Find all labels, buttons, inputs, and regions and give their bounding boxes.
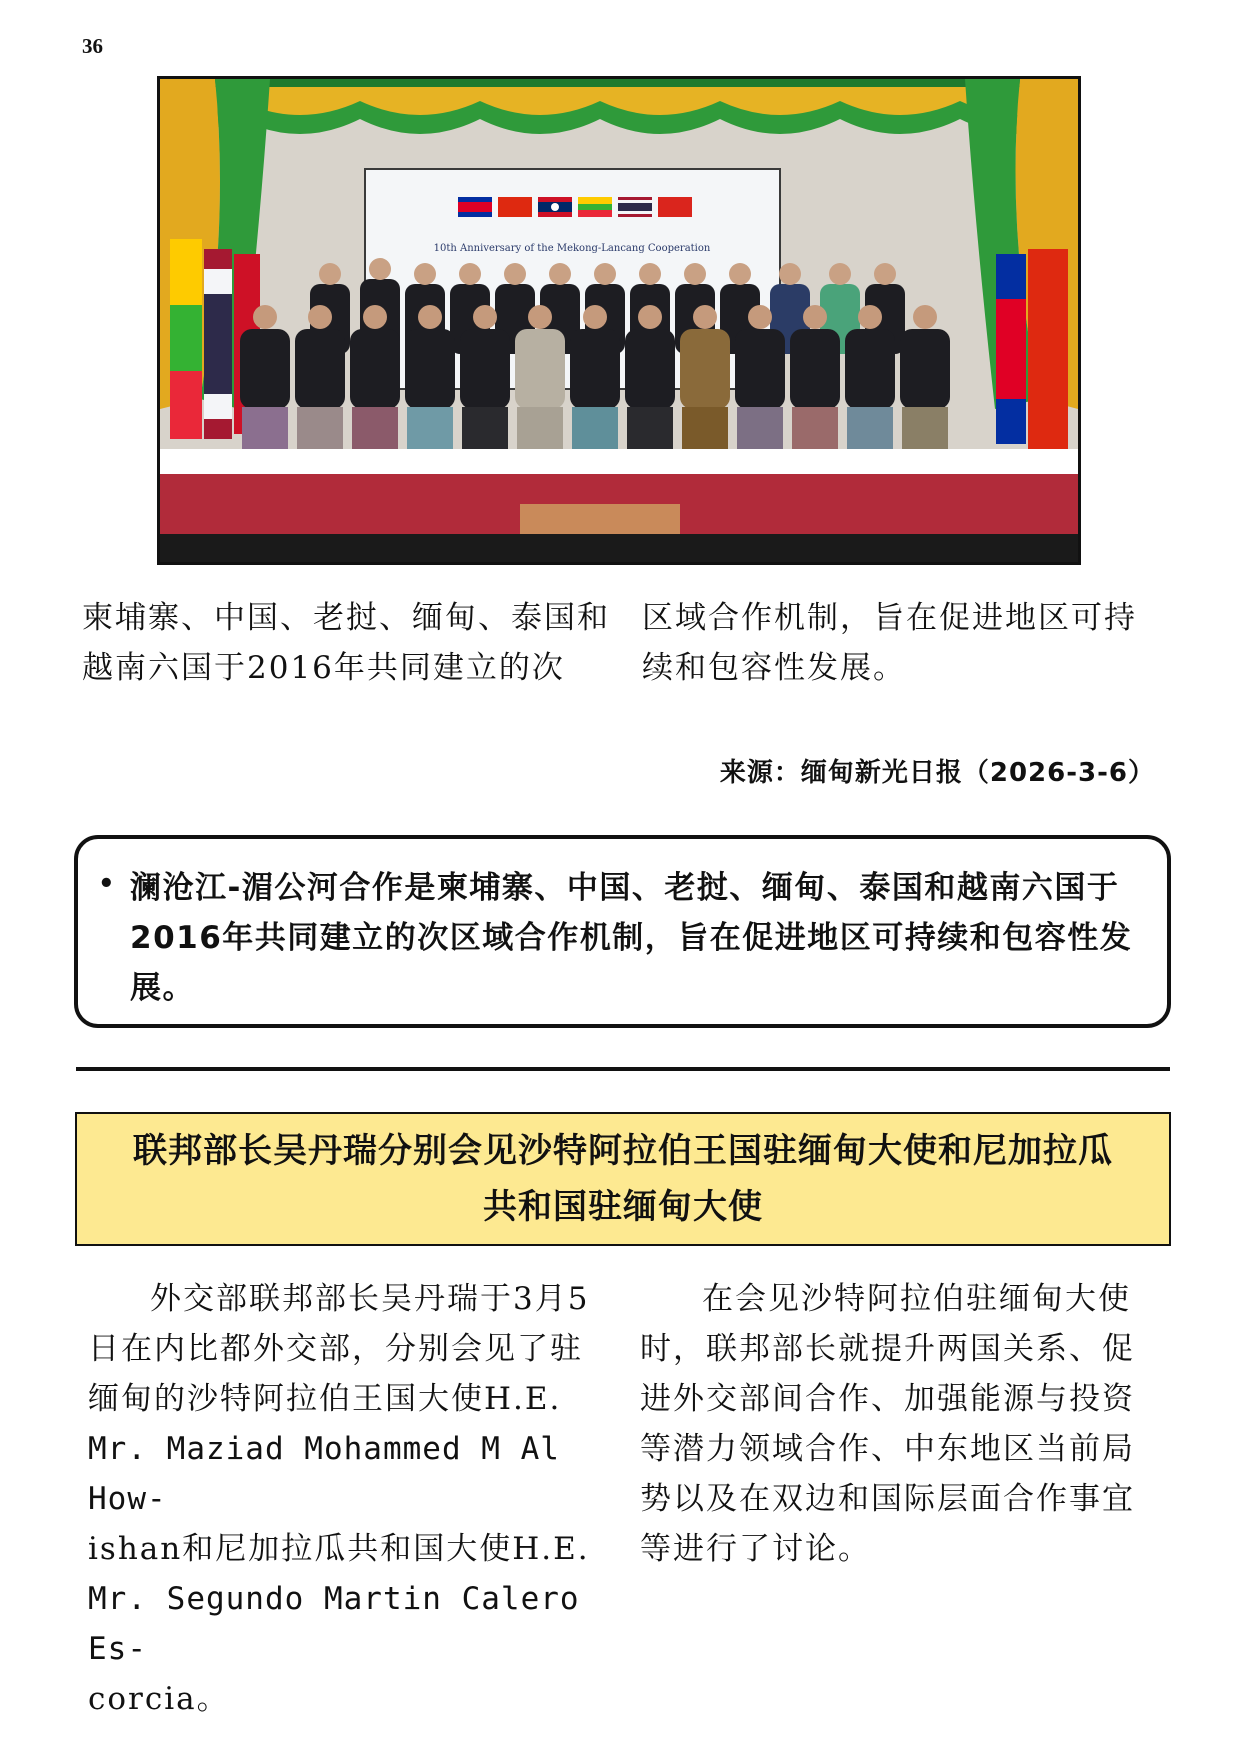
article2-left-column — [88, 1274, 608, 1724]
section-divider — [76, 1067, 1170, 1071]
summary-callout — [74, 835, 1171, 1028]
article2-right-line: 势以及在双边和国际层面合作事宜 — [640, 1481, 1135, 1517]
article2-headline-box — [75, 1112, 1171, 1246]
group-photo — [157, 76, 1081, 565]
article1-right-column: 区域合作机制，旨在促进地区可持续和包容性发展。 — [642, 600, 1137, 686]
article2-left-line: ishan和尼加拉瓜共和国大使H.E. — [88, 1531, 590, 1567]
screen-banner-text: 10th Anniversary of the Mekong-Lancang Cooperation — [433, 243, 711, 254]
article2-left-line: Mr. Maziad Mohammed M Al How- — [88, 1431, 560, 1517]
article2-right-line: 在会见沙特阿拉伯驻缅甸大使 — [702, 1281, 1131, 1317]
article2-left-line: corcia。 — [88, 1681, 230, 1717]
source-line: 来源：缅甸新光日报（2026-3-6） — [719, 758, 1155, 788]
article1-left-column: 柬埔寨、中国、老挝、缅甸、泰国和越南六国于2016年共同建立的次 — [82, 600, 610, 686]
article2-right-line: 时，联邦部长就提升两国关系、促 — [640, 1331, 1135, 1367]
bullet-icon: • — [98, 869, 115, 899]
group-photo-illustration — [160, 79, 1078, 562]
article2-right-line: 等进行了讨论。 — [640, 1531, 871, 1567]
article2-left-line: 外交部联邦部长吴丹瑞于3月5 — [150, 1281, 590, 1317]
article2-headline — [133, 1123, 1113, 1235]
article2-left-line: 日在内比都外交部，分别会见了驻 — [88, 1331, 583, 1367]
headline-line2: 共和国驻缅甸大使 — [483, 1187, 763, 1227]
article2-left-line: 缅甸的沙特阿拉伯王国大使H.E. — [88, 1381, 562, 1417]
article2-right-line: 等潜力领域合作、中东地区当前局 — [640, 1431, 1135, 1467]
article2-right-column — [640, 1274, 1165, 1574]
headline-line1: 联邦部长吴丹瑞分别会见沙特阿拉伯王国驻缅甸大使和尼加拉瓜 — [133, 1131, 1113, 1171]
article2-left-line: Mr. Segundo Martin Calero Es- — [88, 1581, 580, 1667]
article2-right-line: 进外交部间合作、加强能源与投资 — [640, 1381, 1135, 1417]
callout-text: 澜沧江-湄公河合作是柬埔寨、中国、老挝、缅甸、泰国和越南六国于2016年共同建立的次区域合作机制，旨在促进地区可持续和包容性发展。 — [130, 870, 1133, 1006]
page-number: 36 — [82, 34, 103, 58]
